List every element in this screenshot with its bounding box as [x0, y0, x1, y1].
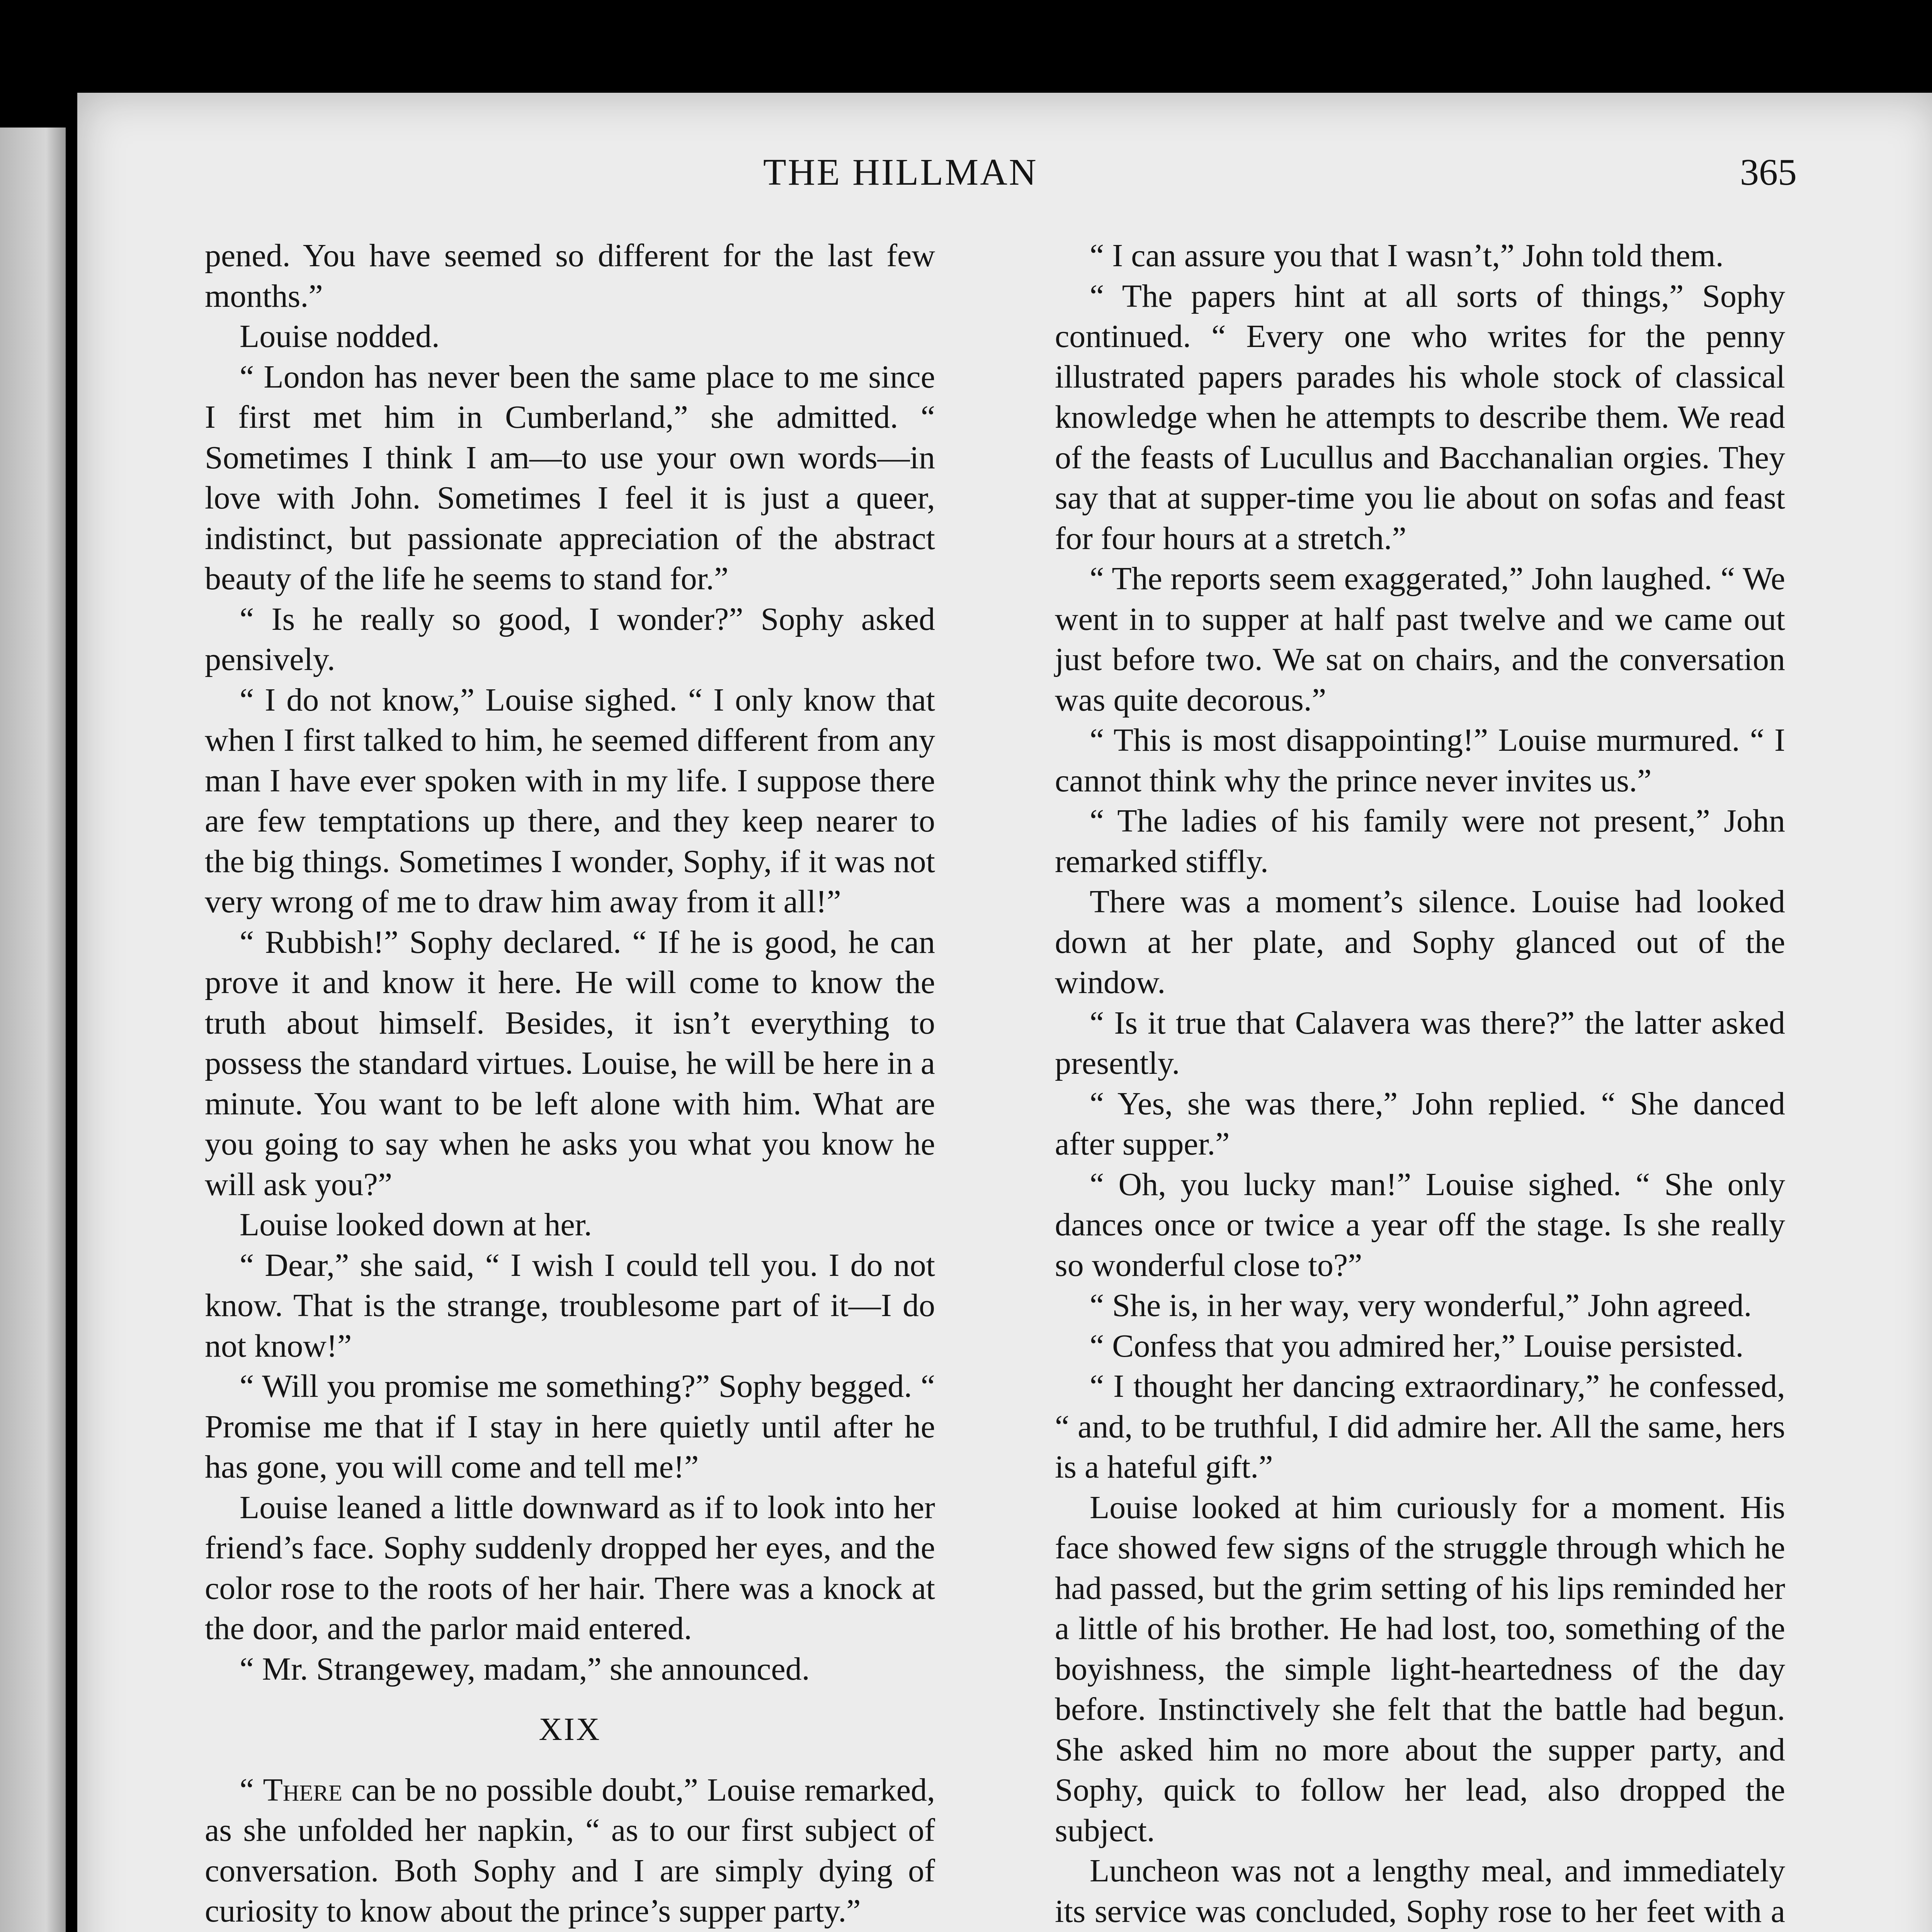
paragraph: “ Dear,” she said, “ I wish I could tell you. I do not know. That is the strange, troublesome part of it—I do not know!” [205, 1247, 935, 1364]
paragraph: Louise leaned a little downward as if to look into her friend’s face. Sophy suddenly dropped her eyes, and the color rose to the roots of her hair. There was a knock at the door, and the parlor maid entered. [205, 1489, 935, 1646]
page-number: 365 [1740, 151, 1797, 193]
paragraph [205, 1770, 935, 1932]
paragraph: “ She is, in her way, very wonderful,” John agreed. [1090, 1287, 1752, 1323]
paragraph: “ London has never been the same place to me since I first met him in Cumberland,” she admitted. “ Sometimes I think I am—to use your own words—in love with John. Sometimes I feel it is just a queer, indistinct, but passionate appreciation of the abstract beauty of the life he seems to stand for.” [205, 359, 935, 597]
paragraph: “ Rubbish!” Sophy declared. “ If he is good, he can prove it and know it here. He will come to know the truth about himself. Besides, it isn’t everything to possess the standard virtues. Louise, he will be here in a minute. You want to be left alone with him. What are you going to say when he asks you what you know he will ask you?” [205, 924, 935, 1202]
paragraph: “ The papers hint at all sorts of things,” Sophy continued. “ Every one who writes for the penny illustrated papers parades his whole stock of classical knowledge when he attempts to describe them. We read of the feasts of Lucullus and Bacchanalian orgies. They say that at supper-time you lie about on sofas and feast for four hours at a stretch.” [1055, 278, 1785, 556]
paragraph: “ I thought her dancing extraordinary,” he confessed, “ and, to be truthful, I did admire her. All the same, hers is a hateful gift.” [1055, 1368, 1785, 1485]
paragraph: “ The reports seem exaggerated,” John laughed. “ We went in to supper at half past twelve and we came out just before two. We sat on chairs, and the conversation was quite decorous.” [1055, 561, 1785, 718]
paragraph: “ Mr. Strangewey, madam,” she announced. [240, 1651, 810, 1687]
left-column [205, 236, 935, 1932]
paragraph-text: can be no possible doubt,” Louise remarked, as she unfolded her napkin, “ as to our first subject of conversation. Both Sophy and I are simply dying of curiosity to know about the prince’s supper party.” [205, 1772, 935, 1929]
chapter-opening-word: There [263, 1772, 342, 1808]
paragraph: Louise looked down at her. [240, 1207, 592, 1243]
page-header [203, 143, 1797, 205]
paragraph: “ I do not know,” Louise sighed. “ I only know that when I first talked to him, he seemed different from any man I have ever spoken with in my life. I suppose there are few temptations up there, and they keep nearer to the big things. Sometimes I wonder, Sophy, if it was not very wrong of me to draw him away from it all!” [205, 682, 935, 920]
running-title: THE HILLMAN [763, 151, 1038, 193]
paragraph: “ Is it true that Calavera was there?” the latter asked presently. [1055, 1005, 1785, 1081]
paragraph: pened. You have seemed so different for the last few months.” [205, 238, 935, 314]
paragraph: Luncheon was not a lengthy meal, and immediately its service was concluded, Sophy rose to her feet with a [1055, 1853, 1785, 1929]
paragraph: Louise looked at him curiously for a moment. His face showed few signs of the struggle through which he had passed, but the grim setting of his lips reminded her a little of his brother. He had lost, too, something of the boyishness, the simple light-heartedness of the day before. Instinctively she felt that the battle had begun. She asked him no more about the supper party, and Sophy, quick to follow her lead, also dropped the subject. [1055, 1489, 1785, 1849]
right-column [1055, 236, 1785, 1932]
paragraph: “ Yes, she was there,” John replied. “ She danced after supper.” [1055, 1085, 1785, 1162]
paragraph: “ This is most disappointing!” Louise murmured. “ I cannot think why the prince never invites us.” [1055, 722, 1785, 799]
previous-page-edge [0, 128, 66, 1932]
paragraph: “ Is he really so good, I wonder?” Sophy asked pensively. [205, 601, 935, 677]
chapter-heading: XIX [539, 1711, 601, 1747]
paragraph: There was a moment’s silence. Louise had looked down at her plate, and Sophy glanced out of the window. [1055, 884, 1785, 1000]
paragraph: “ I can assure you that I wasn’t,” John told them. [1090, 238, 1724, 274]
paragraph: Louise nodded. [240, 318, 440, 354]
paragraph: “ Will you promise me something?” Sophy begged. “ Promise me that if I stay in here quietly until after he has gone, you will come and tell me!” [205, 1368, 935, 1485]
quote-open: “ [240, 1772, 263, 1808]
paragraph: “ The ladies of his family were not present,” John remarked stiffly. [1055, 803, 1785, 879]
paragraph: “ Oh, you lucky man!” Louise sighed. “ She only dances once or twice a year off the stage. Is she really so wonderful close to?” [1055, 1166, 1785, 1283]
paragraph: “ Confess that you admired her,” Louise persisted. [1090, 1328, 1744, 1364]
